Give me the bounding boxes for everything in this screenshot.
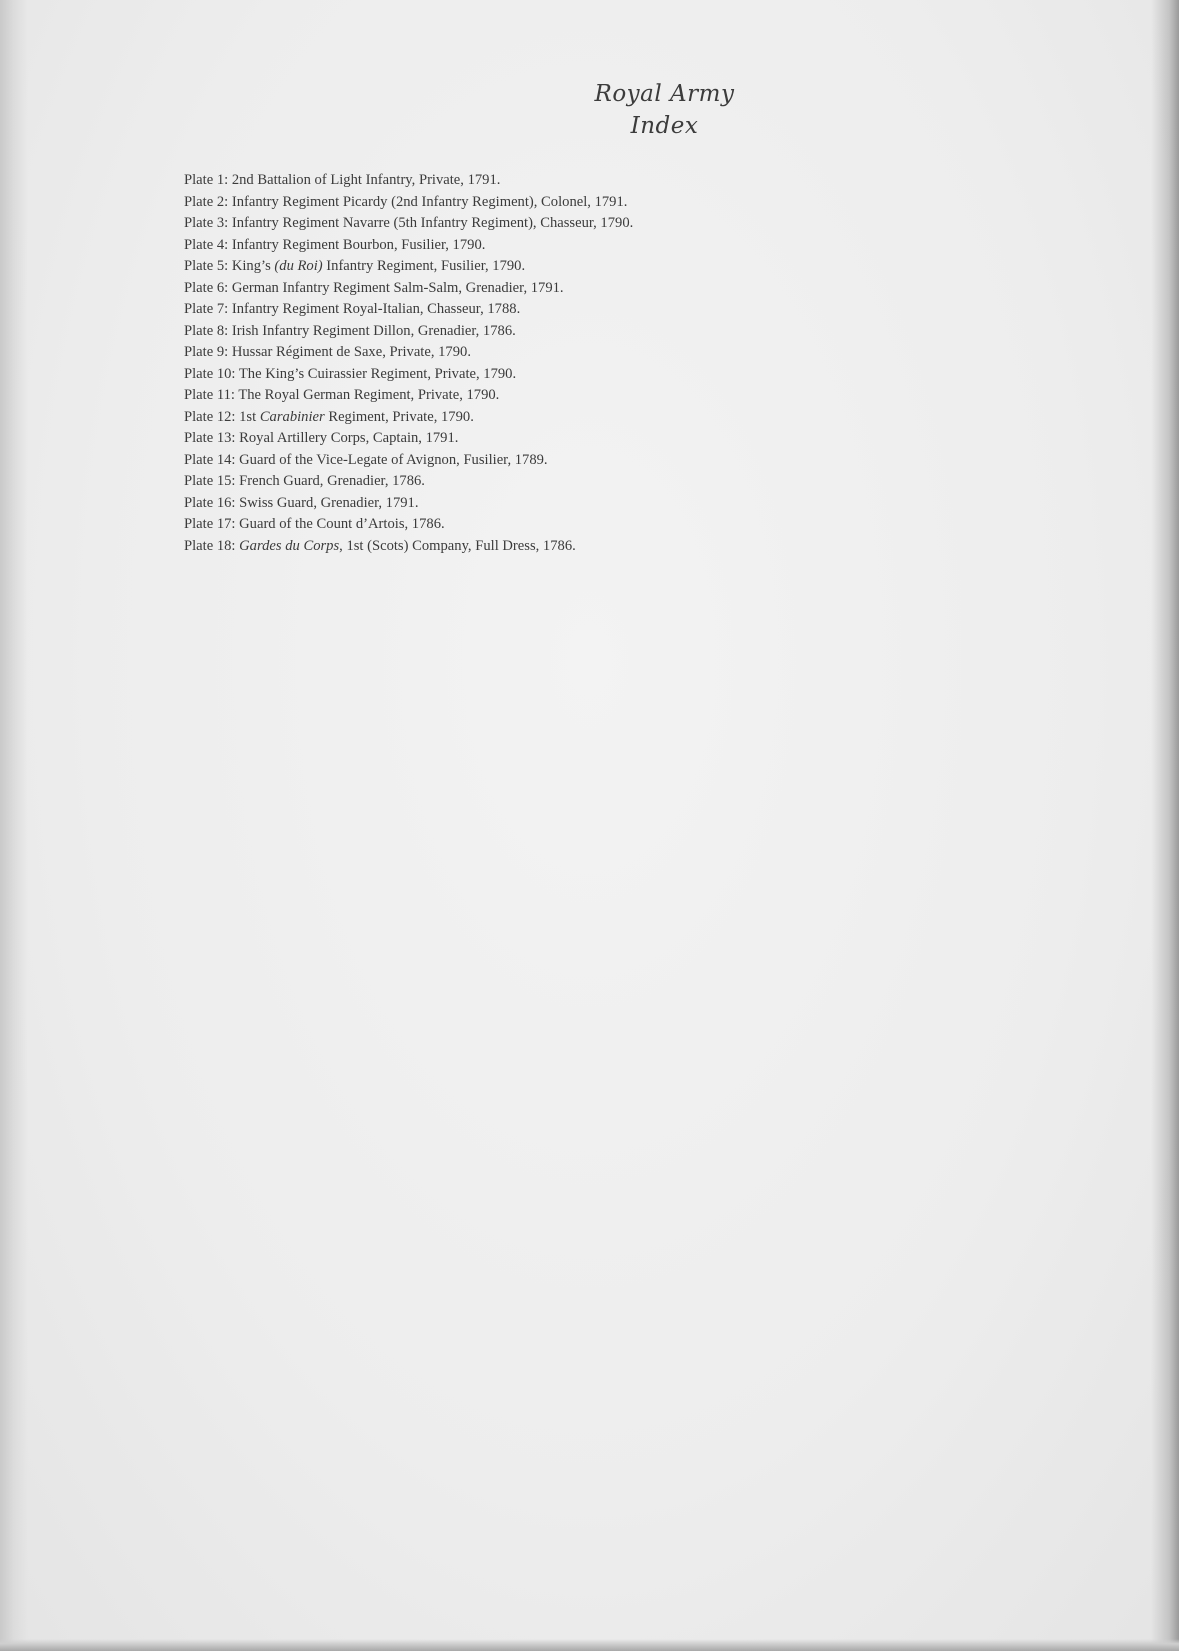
plate-entry <box>184 213 633 235</box>
plate-label: Plate 18: <box>184 537 236 554</box>
plate-text: Infantry Regiment Bourbon, Fusilier, 1790. <box>228 236 486 253</box>
plate-text: French Guard, Grenadier, 1786. <box>235 473 425 489</box>
plate-label: Plate 7: <box>184 301 229 317</box>
plate-entry <box>184 299 633 321</box>
plate-italic-text: (du Roi) <box>274 258 323 274</box>
plate-entry <box>184 536 633 558</box>
plate-text: 2nd Battalion of Light Infantry, Private, 1791. <box>228 172 501 188</box>
plate-entry <box>184 407 633 429</box>
plate-entry <box>184 170 633 192</box>
page-edge-bottom <box>0 1639 1179 1651</box>
plate-text: Hussar Régiment de Saxe, Private, 1790. <box>228 344 471 360</box>
plate-label: Plate 17: <box>184 516 236 532</box>
plate-label: Plate 3: <box>184 215 229 231</box>
plate-label: Plate 2: <box>184 193 229 210</box>
plate-label: Plate 5: <box>184 258 229 274</box>
plate-label: Plate 16: <box>184 494 236 511</box>
plate-text: Irish Infantry Regiment Dillon, Grenadier, 1786. <box>228 322 516 339</box>
plate-entry <box>184 428 633 450</box>
page-subtitle: Index <box>630 113 699 139</box>
plate-text: Infantry Regiment Picardy (2nd Infantry Regiment), Colonel, 1791. <box>228 193 628 210</box>
plate-entry <box>184 192 633 214</box>
plate-entry <box>184 235 633 257</box>
page-edge-right <box>1151 0 1179 1651</box>
plate-text: German Infantry Regiment Salm-Salm, Grenadier, 1791. <box>228 279 564 296</box>
plate-entry <box>184 471 633 493</box>
plate-label: Plate 1: <box>184 172 229 188</box>
plate-text: The Royal German Regiment, Private, 1790. <box>234 387 500 403</box>
page-title: Royal Army <box>594 81 735 107</box>
plate-entry <box>184 514 633 536</box>
plate-text: Swiss Guard, Grenadier, 1791. <box>235 494 419 511</box>
plate-entry <box>184 278 633 300</box>
plate-text: Infantry Regiment Royal-Italian, Chasseur, 1788. <box>228 301 521 317</box>
plate-italic-text: Gardes du Corps <box>239 537 340 554</box>
plate-text: Infantry Regiment Navarre (5th Infantry Regiment), Chasseur, 1790. <box>228 215 634 231</box>
plate-label: Plate 13: <box>184 430 236 446</box>
page-edge-left <box>0 0 28 1651</box>
plate-label: Plate 14: <box>184 451 236 468</box>
plate-entry <box>184 342 633 364</box>
plate-label: Plate 10: <box>184 365 236 382</box>
page-heading <box>0 78 1179 142</box>
plate-label: Plate 9: <box>184 344 229 360</box>
plate-text: Guard of the Vice-Legate of Avignon, Fusilier, 1789. <box>235 451 548 468</box>
plate-text: Infantry Regiment, Fusilier, 1790. <box>322 258 526 274</box>
plate-entry <box>184 385 633 407</box>
plate-entry <box>184 364 633 386</box>
plate-entry <box>184 321 633 343</box>
plate-text: Regiment, Private, 1790. <box>324 408 474 425</box>
plate-text: The King’s Cuirassier Regiment, Private, 1790. <box>235 365 517 382</box>
plate-entry <box>184 493 633 515</box>
plate-label: Plate 12: <box>184 408 236 425</box>
plate-label: Plate 8: <box>184 322 229 339</box>
plate-label: Plate 4: <box>184 236 229 253</box>
plate-entry <box>184 256 633 278</box>
plate-label: Plate 15: <box>184 473 236 489</box>
plate-entry <box>184 450 633 472</box>
plate-index-list <box>184 170 633 557</box>
plate-text: King’s <box>228 258 275 274</box>
plate-italic-text: Carabinier <box>259 408 325 425</box>
plate-text: Guard of the Count d’Artois, 1786. <box>235 516 445 532</box>
plate-label: Plate 6: <box>184 279 229 296</box>
plate-label: Plate 11: <box>184 387 235 403</box>
plate-text: , 1st (Scots) Company, Full Dress, 1786. <box>339 537 576 554</box>
plate-text: Royal Artillery Corps, Captain, 1791. <box>235 430 459 446</box>
plate-text: 1st <box>235 408 260 425</box>
